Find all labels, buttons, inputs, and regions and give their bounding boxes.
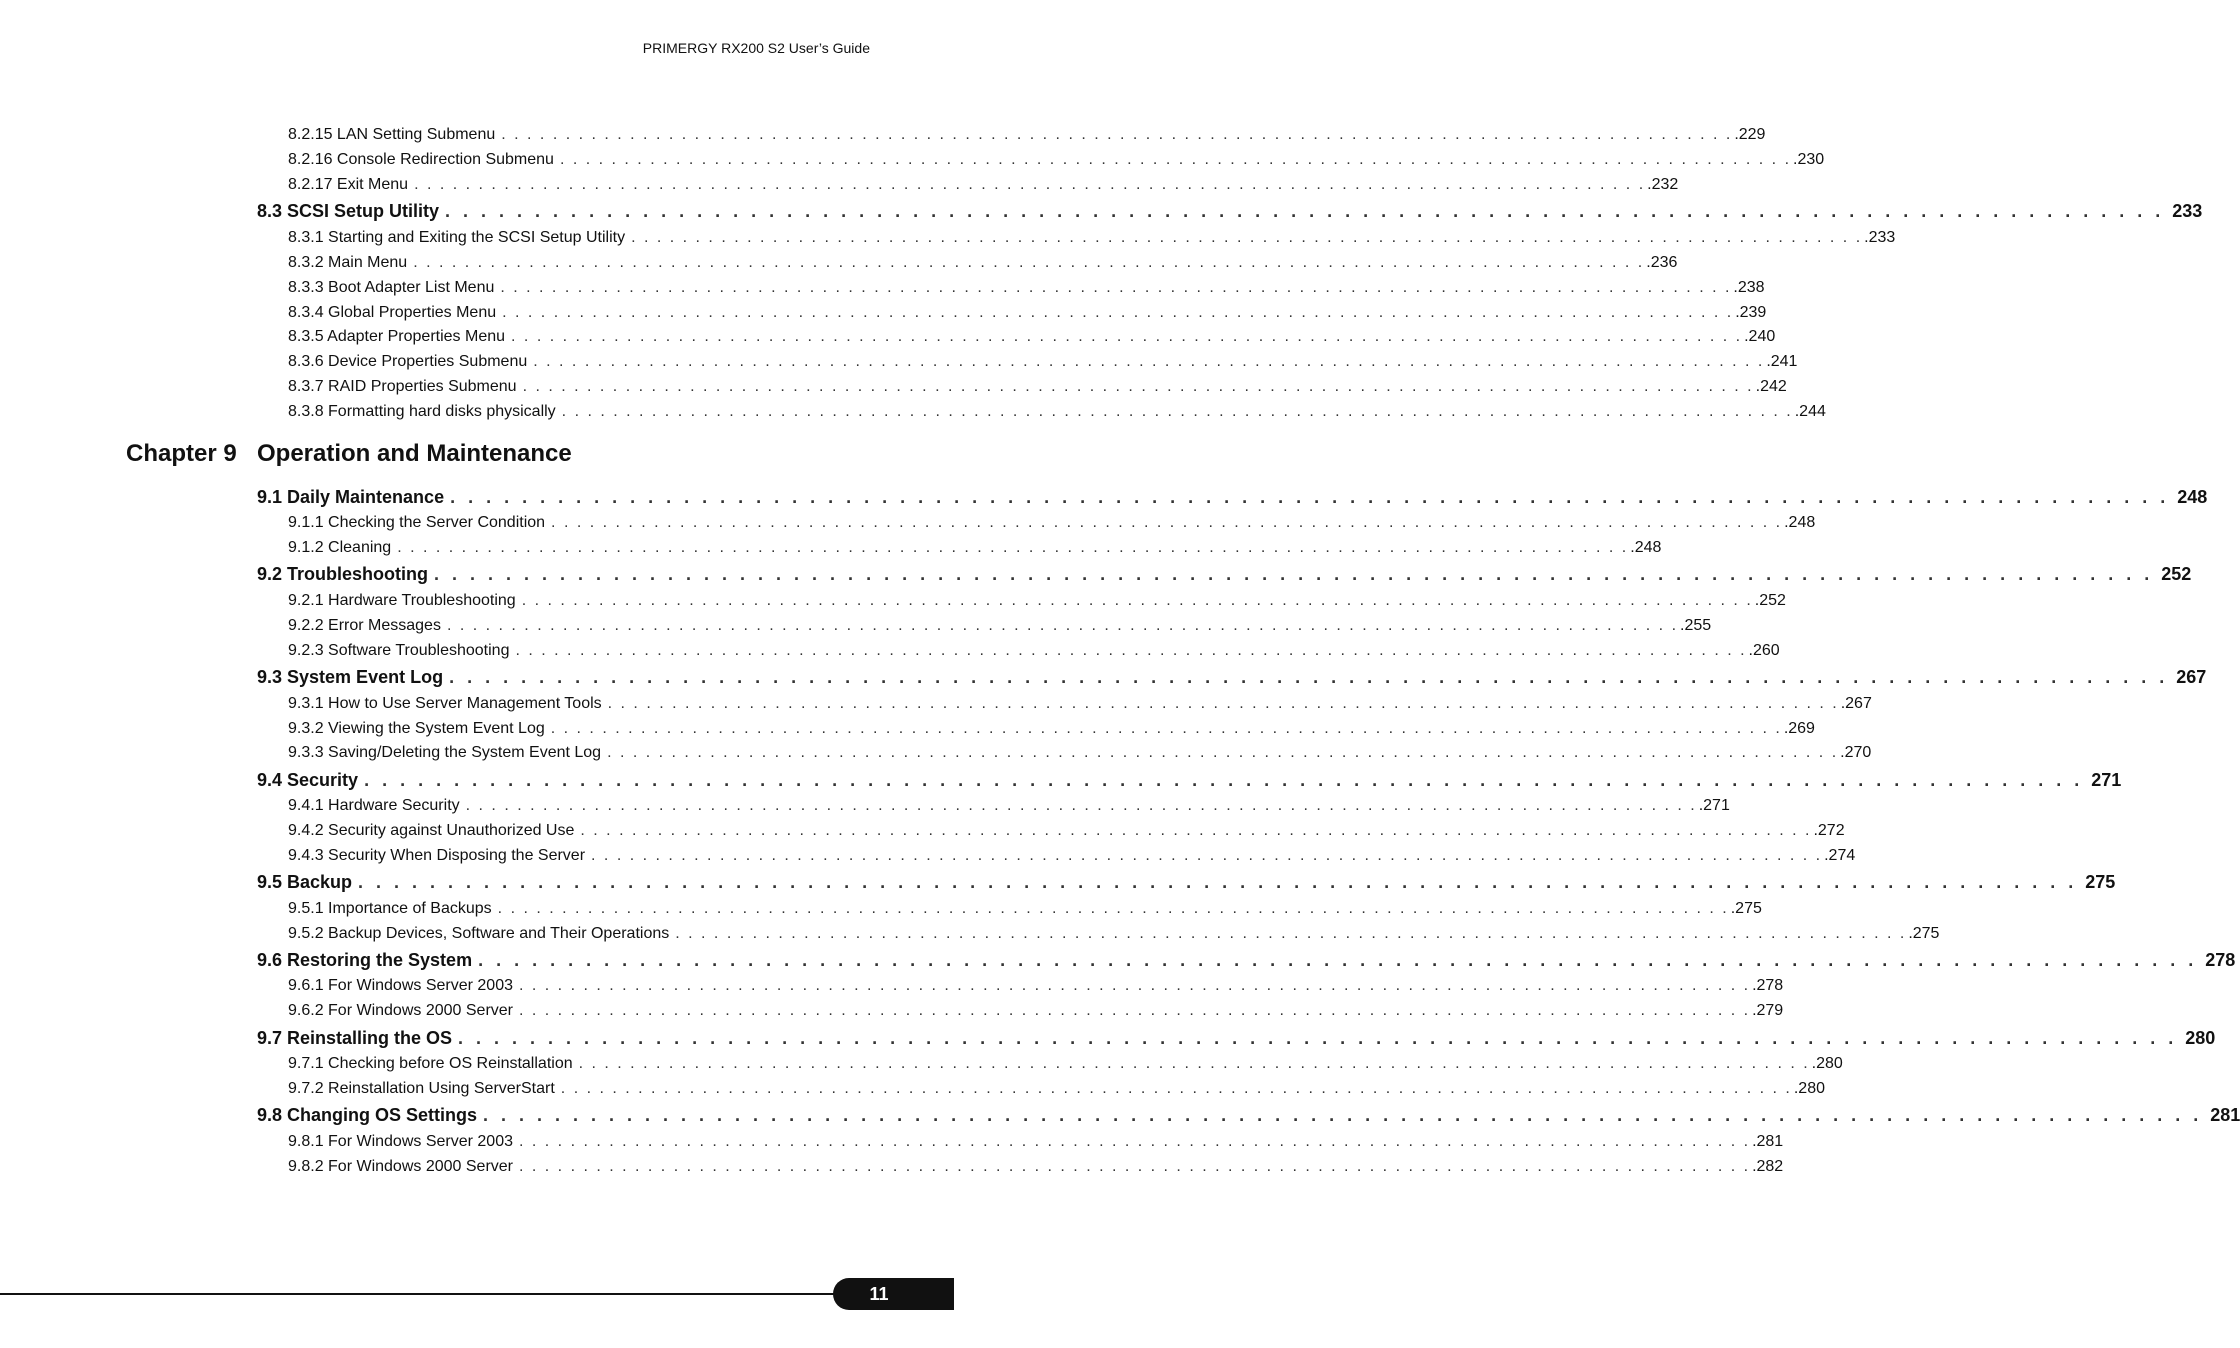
dot-leader: . . . . . . . . . . . . . . . . . . . . . . . . . . . . . . . . . . . . . . . . . . . . . . . . . . . . . . . . . . . . . . . . . . . . . . . . . . . . . . . . . . . . . . . . . . . . . . . . (465, 797, 1697, 814)
toc-section-entry[interactable] (257, 770, 2122, 791)
dot-leader: . . . . . . . . . . . . . . . . . . . . . . . . . . . . . . . . . . . . . . . . . . . . . . . . . . . . . . . . . . . . . . . . . . . . . . . . . . . . . . . . . . . . . . . . . . . . . . . . (580, 822, 1812, 839)
dot-leader: . . . . . . . . . . . . . . . . . . . . . . . . . . . . . . . . . . . . . . . . . . . . . . . . . . . . . . . . . . . . . . . . . . . . . . . . . . . . . . . . . . . . . . . . . . . . . . . . (445, 201, 2165, 221)
toc-subsection-entry[interactable] (288, 847, 1856, 865)
toc-entry-title: 8.3.7 RAID Properties Submenu (288, 378, 517, 395)
dot-leader: . . . . . . . . . . . . . . . . . . . . . . . . . . . . . . . . . . . . . . . . . . . . . . . . . . . . . . . . . . . . . . . . . . . . . . . . . . . . . . . . . . . . . . . . . . . . . . . . (559, 151, 1792, 168)
toc-subsection-entry[interactable] (288, 229, 1896, 247)
dot-leader: . . . . . . . . . . . . . . . . . . . . . . . . . . . . . . . . . . . . . . . . . . . . . . . . . . . . . . . . . . . . . . . . . . . . . . . . . . . . . . . . . . . . . . . . . . . . . . . . (591, 847, 1823, 864)
toc-entry-title: 8.3.2 Main Menu (288, 254, 408, 271)
toc-entry-page: 275 (2085, 872, 2116, 892)
toc-subsection-entry[interactable] (288, 642, 1780, 660)
dot-leader: . . . . . . . . . . . . . . . . . . . . . . . . . . . . . . . . . . . . . . . . . . . . . . . . . . . . . . . . . . . . . . . . . . . . . . . . . . . . . . . . . . . . . . . . . . . . . . . . (550, 720, 1782, 737)
dot-leader: . . . . . . . . . . . . . . . . . . . . . . . . . . . . . . . . . . . . . . . . . . . . . . . . . . . . . . . . . . . . . . . . . . . . . . . . . . . . . . . . . . . . . . . . . . . . . . . . (519, 1133, 1751, 1150)
toc-entry-title: 9.3.3 Saving/Deleting the System Event Log (288, 744, 602, 761)
dot-leader: . . . . . . . . . . . . . . . . . . . . . . . . . . . . . . . . . . . . . . . . . . . . . . . . . . . . . . . . . . . . . . . . . . . . . . . . . . . . . . . . . . . . . . . . . . . . . . . . (551, 514, 1783, 531)
toc-section-entry[interactable] (257, 1028, 2216, 1049)
toc-subsection-entry[interactable] (288, 695, 1872, 713)
dot-leader: . . . . . . . . . . . . . . . . . . . . . . . . . . . . . . . . . . . . . . . . . . . . . . . . . . . . . . . . . . . . . . . . . . . . . . . . . . . . . . . . . . . . . . . . . . . . . . . . (675, 925, 1907, 942)
toc-subsection-entry[interactable] (288, 1133, 1784, 1151)
running-header: PRIMERGY RX200 S2 User’s Guide (642, 40, 870, 56)
toc-subsection-entry[interactable] (288, 1055, 1843, 1073)
toc-entry-page: .241 (1766, 353, 1798, 370)
toc-subsection-entry[interactable] (288, 977, 1784, 995)
toc-entry-title: 8.3 SCSI Setup Utility (257, 201, 440, 221)
toc-entry-title: 9.5.2 Backup Devices, Software and Their Operations (288, 925, 670, 942)
toc-entry-page: .242 (1755, 378, 1787, 395)
toc-entry-page: .232 (1647, 176, 1679, 193)
dot-leader: . . . . . . . . . . . . . . . . . . . . . . . . . . . . . . . . . . . . . . . . . . . . . . . . . . . . . . . . . . . . . . . . . . . . . . . . . . . . . . . . . . . . . . . . . . . . . . . . (561, 403, 1793, 420)
dot-leader: . . . . . . . . . . . . . . . . . . . . . . . . . . . . . . . . . . . . . . . . . . . . . . . . . . . . . . . . . . . . . . . . . . . . . . . . . . . . . . . . . . . . . . . . . . . . . . . . (511, 328, 1743, 345)
toc-entry-page: 252 (2161, 564, 2192, 584)
toc-subsection-entry[interactable] (288, 1158, 1784, 1176)
chapter-heading (126, 440, 572, 468)
toc-entry-title: 8.3.8 Formatting hard disks physically (288, 403, 556, 420)
dot-leader: . . . . . . . . . . . . . . . . . . . . . . . . . . . . . . . . . . . . . . . . . . . . . . . . . . . . . . . . . . . . . . . . . . . . . . . . . . . . . . . . . . . . . . . . . . . . . . . . (449, 667, 2169, 687)
toc-entry-title: 8.3.6 Device Properties Submenu (288, 353, 528, 370)
toc-subsection-entry[interactable] (288, 539, 1662, 557)
toc-entry-title: 8.2.16 Console Redirection Submenu (288, 151, 554, 168)
toc-entry-page: 278 (2205, 950, 2236, 970)
toc-section-entry[interactable] (257, 872, 2116, 893)
toc-subsection-entry[interactable] (288, 797, 1730, 815)
dot-leader: . . . . . . . . . . . . . . . . . . . . . . . . . . . . . . . . . . . . . . . . . . . . . . . . . . . . . . . . . . . . . . . . . . . . . . . . . . . . . . . . . . . . . . . . . . . . . . . . (519, 1002, 1751, 1019)
toc-entry-title: 9.8 Changing OS Settings (257, 1105, 478, 1125)
toc-entry-title: 9.8.2 For Windows 2000 Server (288, 1158, 513, 1175)
toc-subsection-entry[interactable] (288, 1002, 1784, 1020)
toc-subsection-entry[interactable] (288, 592, 1786, 610)
toc-entry-title: 8.2.15 LAN Setting Submenu (288, 126, 496, 143)
toc-entry-page: 233 (2172, 201, 2203, 221)
toc-entry-page: .230 (1793, 151, 1825, 168)
toc-subsection-entry[interactable] (288, 304, 1767, 322)
dot-leader: . . . . . . . . . . . . . . . . . . . . . . . . . . . . . . . . . . . . . . . . . . . . . . . . . . . . . . . . . . . . . . . . . . . . . . . . . . . . . . . . . . . . . . . . . . . . . . . . (483, 1105, 2203, 1125)
toc-entry-title: 9.5 Backup (257, 872, 353, 892)
toc-entry-page: .271 (1698, 797, 1730, 814)
toc-entry-page: .240 (1744, 328, 1776, 345)
dot-leader: . . . . . . . . . . . . . . . . . . . . . . . . . . . . . . . . . . . . . . . . . . . . . . . . . . . . . . . . . . . . . . . . . . . . . . . . . . . . . . . . . . . . . . . . . . . . . . . . (364, 770, 2084, 790)
toc-section-entry[interactable] (257, 201, 2203, 222)
toc-entry-page: .239 (1735, 304, 1767, 321)
dot-leader: . . . . . . . . . . . . . . . . . . . . . . . . . . . . . . . . . . . . . . . . . . . . . . . . . . . . . . . . . . . . . . . . . . . . . . . . . . . . . . . . . . . . . . . . . . . . . . . . (502, 304, 1734, 321)
toc-entry-page: .281 (1752, 1133, 1784, 1150)
toc-entry-page: 248 (2177, 487, 2208, 507)
dot-leader: . . . . . . . . . . . . . . . . . . . . . . . . . . . . . . . . . . . . . . . . . . . . . . . . . . . . . . . . . . . . . . . . . . . . . . . . . . . . . . . . . . . . . . . . . . . . . . . . (358, 872, 2078, 892)
dot-leader: . . . . . . . . . . . . . . . . . . . . . . . . . . . . . . . . . . . . . . . . . . . . . . . . . . . . . . . . . . . . . . . . . . . . . . . . . . . . . . . . . . . . . . . . . . . . . . . . (631, 229, 1863, 246)
toc-subsection-entry[interactable] (288, 720, 1815, 738)
toc-entry-page: 281 (2210, 1105, 2240, 1125)
toc-entry-title: 9.4.3 Security When Disposing the Server (288, 847, 586, 864)
toc-entry-page: .279 (1752, 1002, 1784, 1019)
toc-entry-title: 9.2.2 Error Messages (288, 617, 441, 634)
toc-subsection-entry[interactable] (288, 403, 1826, 421)
toc-subsection-entry[interactable] (288, 744, 1872, 762)
toc-subsection-entry[interactable] (288, 900, 1762, 918)
dot-leader: . . . . . . . . . . . . . . . . . . . . . . . . . . . . . . . . . . . . . . . . . . . . . . . . . . . . . . . . . . . . . . . . . . . . . . . . . . . . . . . . . . . . . . . . . . . . . . . . (521, 592, 1753, 609)
toc-entry-page: .280 (1793, 1080, 1825, 1097)
dot-leader: . . . . . . . . . . . . . . . . . . . . . . . . . . . . . . . . . . . . . . . . . . . . . . . . . . . . . . . . . . . . . . . . . . . . . . . . . . . . . . . . . . . . . . . . . . . . . . . . (500, 279, 1732, 296)
toc-entry-title: 8.3.3 Boot Adapter List Menu (288, 279, 495, 296)
toc-entry-page: 267 (2176, 667, 2207, 687)
toc-subsection-entry[interactable] (288, 822, 1845, 840)
toc-entry-title: 9.2.3 Software Troubleshooting (288, 642, 510, 659)
toc-entry-page: .280 (1811, 1055, 1843, 1072)
chapter-label: Chapter 9 (126, 440, 237, 467)
dot-leader: . . . . . . . . . . . . . . . . . . . . . . . . . . . . . . . . . . . . . . . . . . . . . . . . . . . . . . . . . . . . . . . . . . . . . . . . . . . . . . . . . . . . . . . . . . . . . . . . (397, 539, 1629, 556)
toc-subsection-entry[interactable] (288, 514, 1816, 532)
dot-leader: . . . . . . . . . . . . . . . . . . . . . . . . . . . . . . . . . . . . . . . . . . . . . . . . . . . . . . . . . . . . . . . . . . . . . . . . . . . . . . . . . . . . . . . . . . . . . . . . (519, 1158, 1751, 1175)
toc-entry-page: .255 (1680, 617, 1712, 634)
dot-leader: . . . . . . . . . . . . . . . . . . . . . . . . . . . . . . . . . . . . . . . . . . . . . . . . . . . . . . . . . . . . . . . . . . . . . . . . . . . . . . . . . . . . . . . . . . . . . . . . (560, 1080, 1792, 1097)
toc-entry-title: 9.4.2 Security against Unauthorized Use (288, 822, 575, 839)
dot-leader: . . . . . . . . . . . . . . . . . . . . . . . . . . . . . . . . . . . . . . . . . . . . . . . . . . . . . . . . . . . . . . . . . . . . . . . . . . . . . . . . . . . . . . . . . . . . . . . . (515, 642, 1747, 659)
toc-subsection-entry[interactable] (288, 925, 1940, 943)
dot-leader: . . . . . . . . . . . . . . . . . . . . . . . . . . . . . . . . . . . . . . . . . . . . . . . . . . . . . . . . . . . . . . . . . . . . . . . . . . . . . . . . . . . . . . . . . . . . . . . . (478, 950, 2198, 970)
dot-leader: . . . . . . . . . . . . . . . . . . . . . . . . . . . . . . . . . . . . . . . . . . . . . . . . . . . . . . . . . . . . . . . . . . . . . . . . . . . . . . . . . . . . . . . . . . . . . . . . (607, 744, 1839, 761)
toc-subsection-entry[interactable] (288, 254, 1678, 272)
toc-entry-title: 9.6 Restoring the System (257, 950, 473, 970)
dot-leader: . . . . . . . . . . . . . . . . . . . . . . . . . . . . . . . . . . . . . . . . . . . . . . . . . . . . . . . . . . . . . . . . . . . . . . . . . . . . . . . . . . . . . . . . . . . . . . . . (533, 353, 1765, 370)
toc-section-entry[interactable] (257, 564, 2192, 585)
dot-leader: . . . . . . . . . . . . . . . . . . . . . . . . . . . . . . . . . . . . . . . . . . . . . . . . . . . . . . . . . . . . . . . . . . . . . . . . . . . . . . . . . . . . . . . . . . . . . . . . (414, 176, 1646, 193)
toc-entry-page: .272 (1813, 822, 1845, 839)
toc-entry-page: .229 (1734, 126, 1766, 143)
toc-entry-title: 9.4.1 Hardware Security (288, 797, 460, 814)
toc-entry-page: .252 (1754, 592, 1786, 609)
toc-entry-title: 9.2.1 Hardware Troubleshooting (288, 592, 516, 609)
toc-entry-page: .244 (1794, 403, 1826, 420)
toc-entry-page: 271 (2091, 770, 2122, 790)
toc-section-entry[interactable] (257, 667, 2207, 688)
toc-entry-page: 280 (2185, 1028, 2216, 1048)
toc-entry-page: .236 (1646, 254, 1678, 271)
toc-entry-page: .275 (1908, 925, 1940, 942)
toc-entry-title: 9.7 Reinstalling the OS (257, 1028, 453, 1048)
toc-subsection-entry[interactable] (288, 126, 1766, 144)
toc-entry-title: 9.6.2 For Windows 2000 Server (288, 1002, 513, 1019)
dot-leader: . . . . . . . . . . . . . . . . . . . . . . . . . . . . . . . . . . . . . . . . . . . . . . . . . . . . . . . . . . . . . . . . . . . . . . . . . . . . . . . . . . . . . . . . . . . . . . . . (446, 617, 1679, 634)
dot-leader: . . . . . . . . . . . . . . . . . . . . . . . . . . . . . . . . . . . . . . . . . . . . . . . . . . . . . . . . . . . . . . . . . . . . . . . . . . . . . . . . . . . . . . . . . . . . . . . . (501, 126, 1733, 143)
toc-entry-page: .260 (1748, 642, 1780, 659)
toc-subsection-entry[interactable] (288, 617, 1712, 635)
toc-entry-title: 8.3.4 Global Properties Menu (288, 304, 497, 321)
dot-leader: . . . . . . . . . . . . . . . . . . . . . . . . . . . . . . . . . . . . . . . . . . . . . . . . . . . . . . . . . . . . . . . . . . . . . . . . . . . . . . . . . . . . . . . . . . . . . . . . (497, 900, 1729, 917)
toc-entry-title: 8.2.17 Exit Menu (288, 176, 409, 193)
toc-entry-page: .270 (1840, 744, 1872, 761)
toc-subsection-entry[interactable] (288, 328, 1776, 346)
toc-entry-title: 9.3.2 Viewing the System Event Log (288, 720, 545, 737)
toc-entry-title: 9.5.1 Importance of Backups (288, 900, 492, 917)
toc-subsection-entry[interactable] (288, 353, 1798, 371)
toc-entry-title: 8.3.1 Starting and Exiting the SCSI Setup Utility (288, 229, 626, 246)
toc-entry-title: 9.7.1 Checking before OS Reinstallation (288, 1055, 573, 1072)
toc-entry-page: .282 (1752, 1158, 1784, 1175)
dot-leader: . . . . . . . . . . . . . . . . . . . . . . . . . . . . . . . . . . . . . . . . . . . . . . . . . . . . . . . . . . . . . . . . . . . . . . . . . . . . . . . . . . . . . . . . . . . . . . . . (458, 1028, 2178, 1048)
toc-entry-title: 9.1.2 Cleaning (288, 539, 392, 556)
dot-leader: . . . . . . . . . . . . . . . . . . . . . . . . . . . . . . . . . . . . . . . . . . . . . . . . . . . . . . . . . . . . . . . . . . . . . . . . . . . . . . . . . . . . . . . . . . . . . . . . (578, 1055, 1810, 1072)
toc-entry-page: .274 (1824, 847, 1856, 864)
toc-entry-title: 9.2 Troubleshooting (257, 564, 429, 584)
toc-subsection-entry[interactable] (288, 176, 1679, 194)
page-number: 11 (869, 1284, 889, 1304)
toc-entry-title: 9.8.1 For Windows Server 2003 (288, 1133, 513, 1150)
toc-entry-title: 9.7.2 Reinstallation Using ServerStart (288, 1080, 555, 1097)
toc-entry-page: .269 (1783, 720, 1815, 737)
toc-entry-page: .267 (1840, 695, 1872, 712)
toc-entry-title: 8.3.5 Adapter Properties Menu (288, 328, 506, 345)
toc-entry-page: .278 (1752, 977, 1784, 994)
chapter-title: Operation and Maintenance (257, 440, 572, 467)
dot-leader: . . . . . . . . . . . . . . . . . . . . . . . . . . . . . . . . . . . . . . . . . . . . . . . . . . . . . . . . . . . . . . . . . . . . . . . . . . . . . . . . . . . . . . . . . . . . . . . . (434, 564, 2154, 584)
toc-section-entry[interactable] (257, 487, 2208, 508)
toc-entry-title: 9.4 Security (257, 770, 359, 790)
dot-leader: . . . . . . . . . . . . . . . . . . . . . . . . . . . . . . . . . . . . . . . . . . . . . . . . . . . . . . . . . . . . . . . . . . . . . . . . . . . . . . . . . . . . . . . . . . . . . . . . (607, 695, 1839, 712)
toc-subsection-entry[interactable] (288, 279, 1765, 297)
toc-entry-page: .248 (1630, 539, 1662, 556)
toc-entry-page: .275 (1730, 900, 1762, 917)
toc-entry-title: 9.6.1 For Windows Server 2003 (288, 977, 513, 994)
toc-entry-title: 9.1.1 Checking the Server Condition (288, 514, 546, 531)
toc-subsection-entry[interactable] (288, 1080, 1825, 1098)
toc-section-entry[interactable] (257, 950, 2236, 971)
dot-leader: . . . . . . . . . . . . . . . . . . . . . . . . . . . . . . . . . . . . . . . . . . . . . . . . . . . . . . . . . . . . . . . . . . . . . . . . . . . . . . . . . . . . . . . . . . . . . . . . (450, 487, 2170, 507)
toc-subsection-entry[interactable] (288, 151, 1825, 169)
toc-entry-title: 9.3.1 How to Use Server Management Tools (288, 695, 602, 712)
toc-entry-page: .248 (1784, 514, 1816, 531)
footer-rule (0, 1293, 850, 1295)
dot-leader: . . . . . . . . . . . . . . . . . . . . . . . . . . . . . . . . . . . . . . . . . . . . . . . . . . . . . . . . . . . . . . . . . . . . . . . . . . . . . . . . . . . . . . . . . . . . . . . . (522, 378, 1754, 395)
dot-leader: . . . . . . . . . . . . . . . . . . . . . . . . . . . . . . . . . . . . . . . . . . . . . . . . . . . . . . . . . . . . . . . . . . . . . . . . . . . . . . . . . . . . . . . . . . . . . . . . (519, 977, 1751, 994)
toc-entry-page: .233 (1864, 229, 1896, 246)
dot-leader: . . . . . . . . . . . . . . . . . . . . . . . . . . . . . . . . . . . . . . . . . . . . . . . . . . . . . . . . . . . . . . . . . . . . . . . . . . . . . . . . . . . . . . . . . . . . . . . . (413, 254, 1645, 271)
toc-entry-title: 9.1 Daily Maintenance (257, 487, 445, 507)
toc-section-entry[interactable] (257, 1105, 2240, 1126)
toc-entry-page: .238 (1733, 279, 1765, 296)
toc-subsection-entry[interactable] (288, 378, 1787, 396)
toc-entry-title: 9.3 System Event Log (257, 667, 444, 687)
